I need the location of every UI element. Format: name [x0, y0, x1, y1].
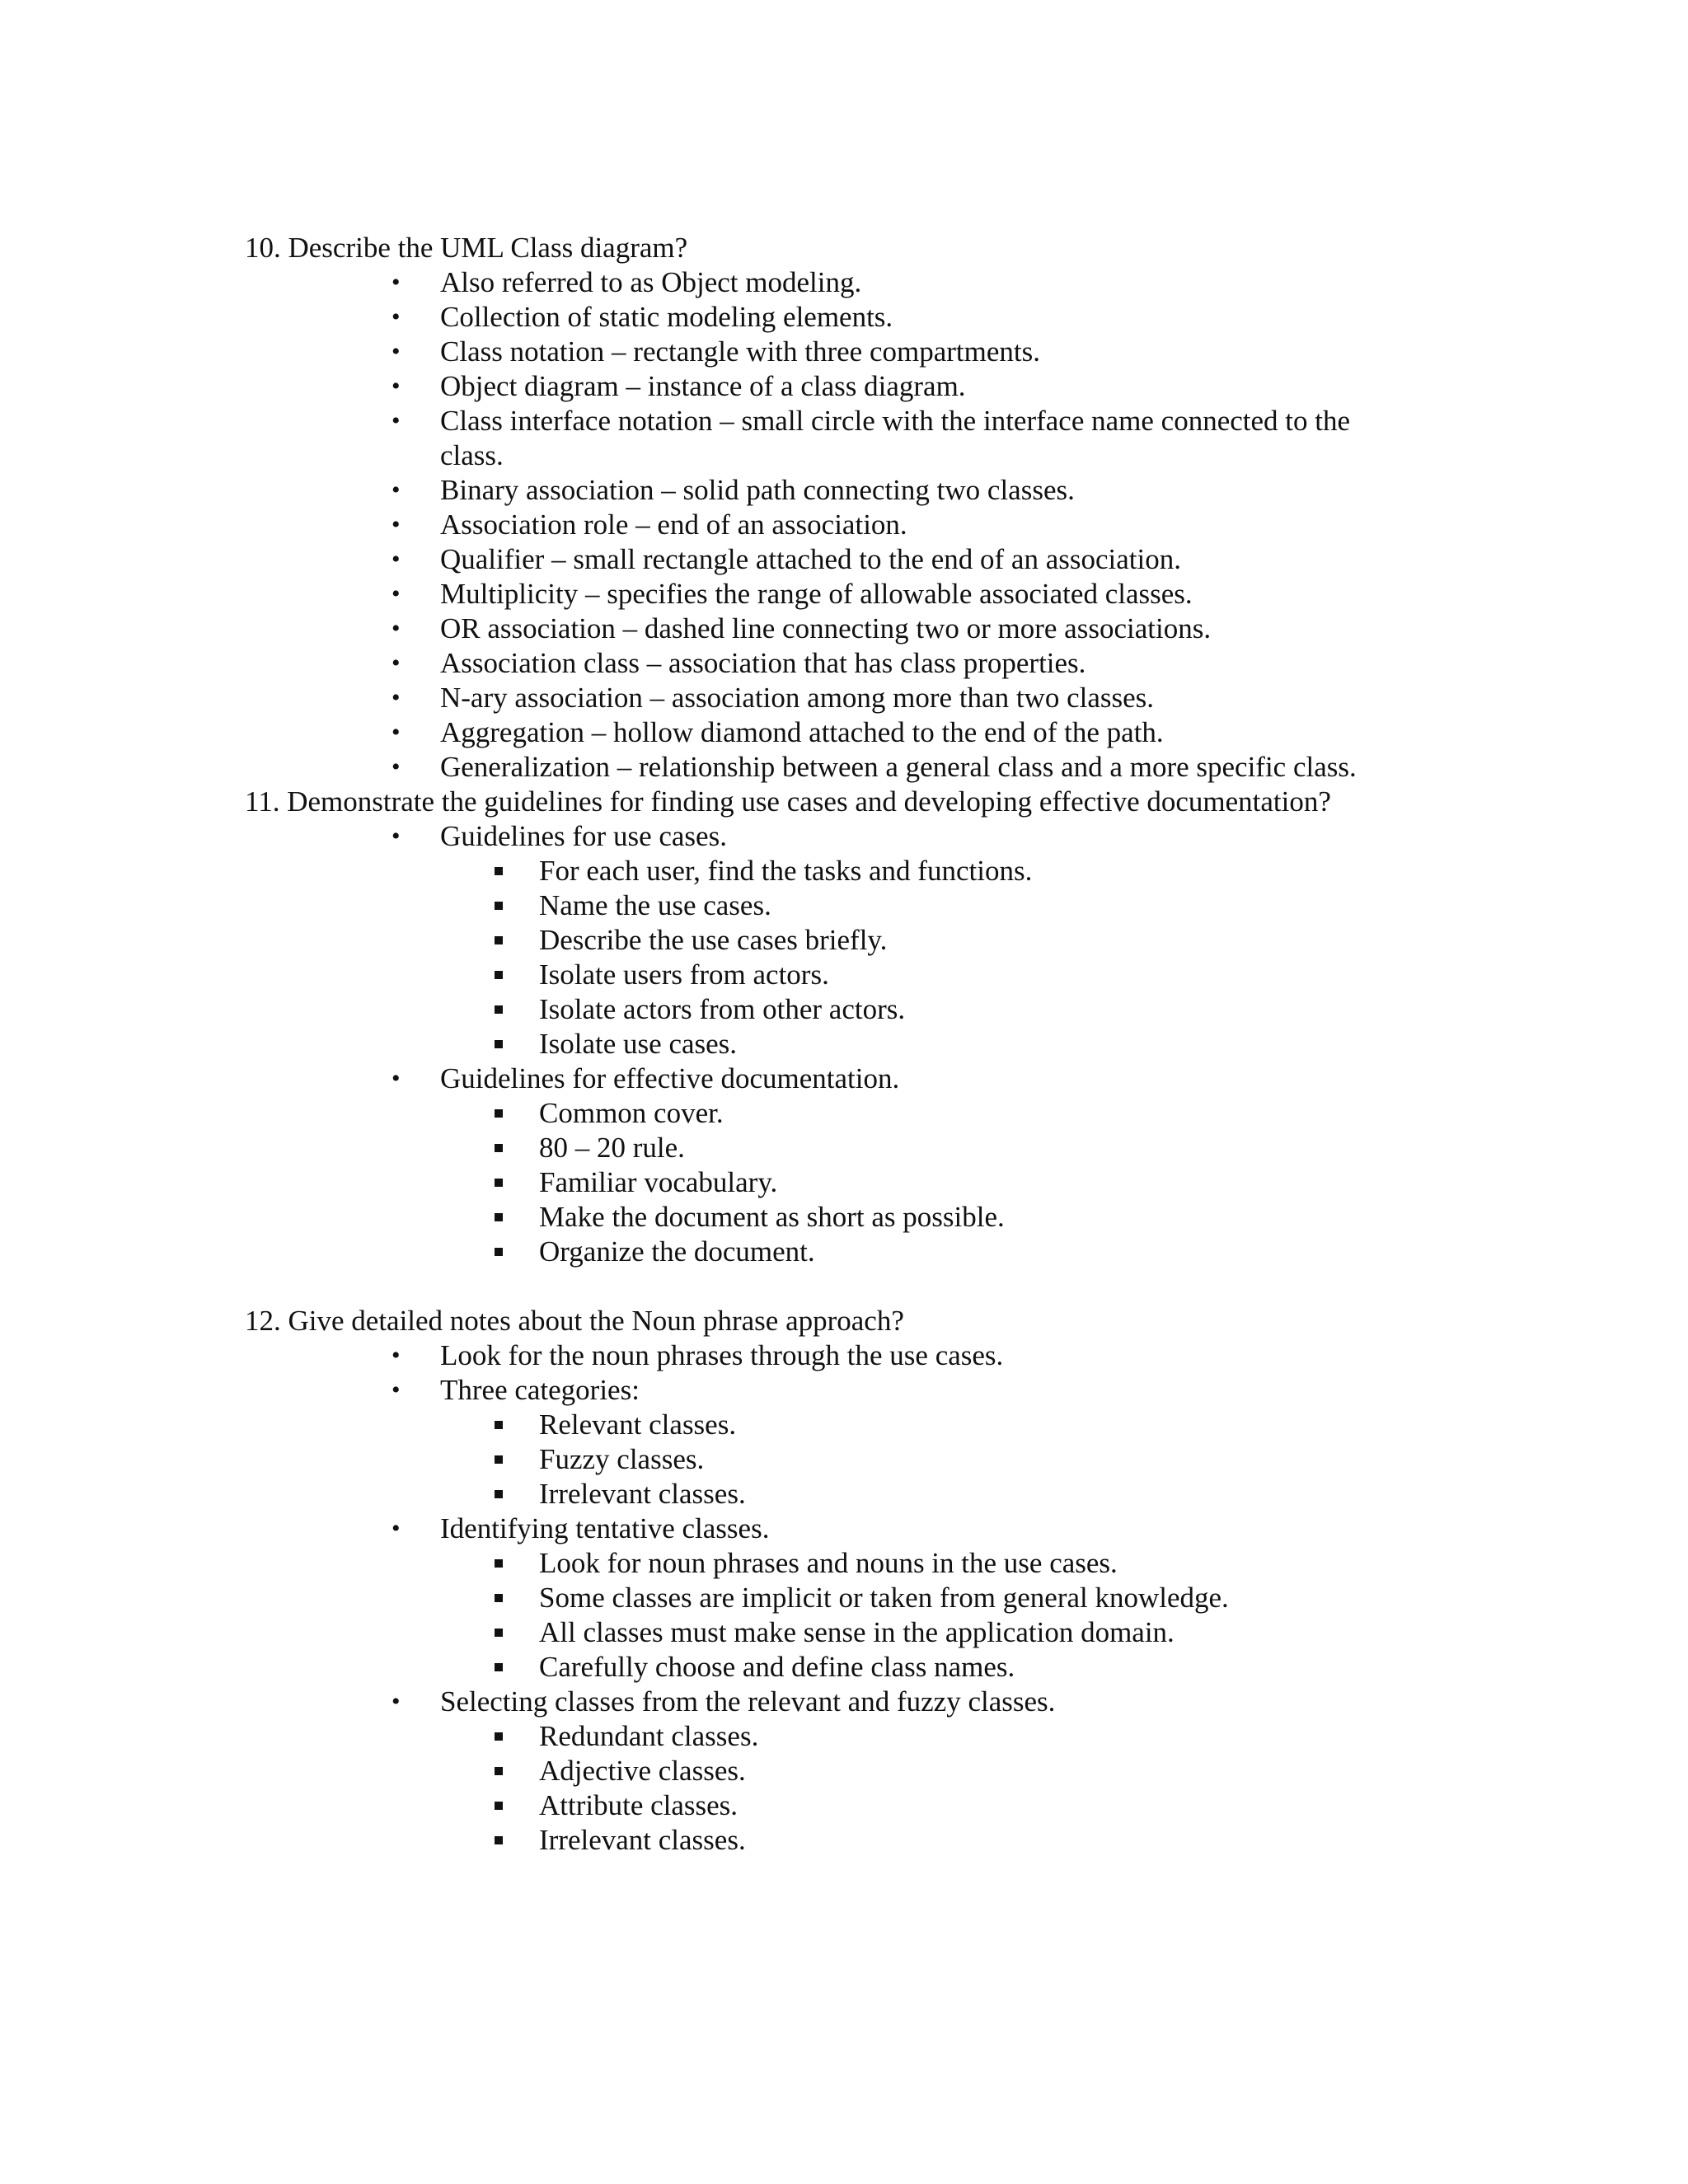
- question-12: [245, 1304, 1432, 1858]
- section-spacer: [245, 1269, 1432, 1304]
- sub-list-item: Isolate use cases.: [440, 1027, 1432, 1062]
- sub-list-item: Name the use cases.: [440, 888, 1432, 923]
- list-item: • Guidelines for effective documentation. Common cover. 80 – 20 rule. Familiar vocabulary. Make the document as short as possible. Organize the document.: [245, 1062, 1432, 1269]
- list-item: • Selecting classes from the relevant and fuzzy classes. Redundant classes. Adjective classes. Attribute classes. Irrelevant classes.: [245, 1685, 1432, 1858]
- list-item: • Guidelines for use cases. For each user, find the tasks and functions. Name the use cases. Describe the use cases briefly. Isolate users from actors. Isolate actors from other actors. Isolate use cases.: [245, 819, 1432, 1062]
- bullet-square-icon: [495, 971, 503, 979]
- question-12-title: 12. Give detailed notes about the Noun phrase approach?: [245, 1305, 904, 1337]
- bullet-dot-icon: •: [392, 303, 401, 330]
- sub-list-item: Relevant classes.: [440, 1408, 1432, 1442]
- sub-list: [440, 1546, 1432, 1685]
- list-item: • N-ary association – association among more than two classes.: [392, 682, 1155, 714]
- sub-list-item: 80 – 20 rule.: [440, 1131, 1432, 1165]
- list-item: • Collection of static modeling elements.: [392, 301, 893, 333]
- sub-list-item: Carefully choose and define class names.: [440, 1650, 1432, 1685]
- list-item: • Object diagram – instance of a class diagram.: [392, 370, 966, 402]
- bullet-square-icon: [495, 1663, 503, 1671]
- bullet-square-icon: [495, 1802, 503, 1810]
- document-content: [245, 231, 1432, 1858]
- sub-list-item: Isolate users from actors.: [440, 958, 1432, 992]
- bullet-square-icon: [495, 1836, 503, 1844]
- question-11: [245, 785, 1432, 1269]
- sub-list-item: For each user, find the tasks and functions.: [440, 854, 1432, 888]
- bullet-square-icon: [495, 1040, 503, 1048]
- sub-list-item: Some classes are implicit or taken from general knowledge.: [440, 1581, 1432, 1615]
- bullet-square-icon: [495, 1767, 503, 1775]
- sub-list-item: Adjective classes.: [440, 1754, 1432, 1788]
- sub-list-item: Look for noun phrases and nouns in the use cases.: [440, 1546, 1432, 1581]
- list-item: • OR association – dashed line connecting two or more associations.: [392, 612, 1212, 644]
- bullet-square-icon: [495, 1594, 503, 1602]
- sub-list-item: Common cover.: [440, 1096, 1432, 1131]
- sub-list: [440, 854, 1432, 1062]
- bullet-dot-icon: •: [392, 511, 401, 538]
- question-10: [245, 231, 1432, 785]
- bullet-dot-icon: •: [392, 684, 401, 711]
- list-item: • Binary association – solid path connecting two classes.: [392, 474, 1075, 506]
- bullet-dot-icon: •: [392, 407, 401, 434]
- bullet-dot-icon: •: [392, 615, 401, 642]
- question-12-list: [245, 1338, 1432, 1858]
- bullet-dot-icon: •: [392, 1688, 401, 1715]
- bullet-square-icon: [495, 902, 503, 910]
- list-item: • Multiplicity – specifies the range of allowable associated classes.: [392, 578, 1193, 610]
- question-11-title: 11. Demonstrate the guidelines for finding use cases and developing effective documentation?: [245, 785, 1331, 818]
- list-item: • Aggregation – hollow diamond attached to the end of the path.: [392, 716, 1164, 748]
- bullet-dot-icon: •: [392, 823, 401, 850]
- sub-list-item: Fuzzy classes.: [440, 1442, 1432, 1477]
- bullet-dot-icon: •: [392, 373, 401, 400]
- bullet-dot-icon: •: [392, 1065, 401, 1092]
- bullet-dot-icon: •: [392, 719, 401, 746]
- bullet-dot-icon: •: [392, 269, 401, 296]
- list-item: • Also referred to as Object modeling.: [392, 266, 862, 298]
- bullet-dot-icon: •: [392, 649, 401, 677]
- bullet-dot-icon: •: [392, 338, 401, 365]
- bullet-square-icon: [495, 1109, 503, 1118]
- list-item: • Class interface notation – small circle with the interface name connected to the class.: [392, 405, 1351, 471]
- bullet-square-icon: [495, 867, 503, 875]
- bullet-dot-icon: •: [392, 1515, 401, 1542]
- bullet-dot-icon: •: [392, 580, 401, 607]
- bullet-square-icon: [495, 1421, 503, 1429]
- bullet-dot-icon: •: [392, 753, 401, 780]
- sub-list-item: All classes must make sense in the application domain.: [440, 1615, 1432, 1650]
- bullet-square-icon: [495, 1248, 503, 1256]
- bullet-square-icon: [495, 1629, 503, 1637]
- bullet-square-icon: [495, 1179, 503, 1187]
- sub-list-item: Irrelevant classes.: [440, 1823, 1432, 1858]
- question-10-list: [245, 265, 1432, 785]
- list-item: • Class notation – rectangle with three compartments.: [392, 335, 1040, 368]
- list-item: • Qualifier – small rectangle attached to the end of an association.: [392, 543, 1181, 575]
- bullet-square-icon: [495, 1213, 503, 1221]
- sub-list-item: Make the document as short as possible.: [440, 1200, 1432, 1235]
- bullet-dot-icon: •: [392, 1342, 401, 1369]
- sub-list-item: Familiar vocabulary.: [440, 1165, 1432, 1200]
- question-10-title: 10. Describe the UML Class diagram?: [245, 232, 688, 264]
- sub-list: [440, 1719, 1432, 1858]
- list-item: • Three categories: Relevant classes. Fuzzy classes. Irrelevant classes.: [245, 1373, 1432, 1511]
- sub-list-item: Organize the document.: [440, 1235, 1432, 1269]
- bullet-square-icon: [495, 1455, 503, 1464]
- sub-list: [440, 1096, 1432, 1269]
- bullet-square-icon: [495, 1732, 503, 1741]
- list-item: • Association class – association that has class properties.: [392, 647, 1086, 679]
- bullet-square-icon: [495, 1005, 503, 1014]
- sub-list-item: Describe the use cases briefly.: [440, 923, 1432, 958]
- sub-list-item: Isolate actors from other actors.: [440, 992, 1432, 1027]
- sub-list: [440, 1408, 1432, 1511]
- bullet-dot-icon: •: [392, 476, 401, 504]
- list-item: • Association role – end of an association.: [392, 509, 907, 541]
- list-item: • Generalization – relationship between a general class and a more specific class.: [392, 751, 1357, 783]
- bullet-square-icon: [495, 936, 503, 944]
- list-item: • Look for the noun phrases through the use cases.: [392, 1339, 1004, 1371]
- bullet-square-icon: [495, 1144, 503, 1152]
- sub-list-item: Redundant classes.: [440, 1719, 1432, 1754]
- bullet-dot-icon: •: [392, 1376, 401, 1404]
- list-item: • Identifying tentative classes. Look for noun phrases and nouns in the use cases. Some classes are implicit or taken from general knowledge. All classes must make sense in the application domain. Carefully choose and define class names.: [245, 1511, 1432, 1685]
- sub-list-item: Attribute classes.: [440, 1788, 1432, 1823]
- bullet-square-icon: [495, 1559, 503, 1568]
- bullet-square-icon: [495, 1490, 503, 1498]
- bullet-dot-icon: •: [392, 546, 401, 573]
- sub-list-item: Irrelevant classes.: [440, 1477, 1432, 1511]
- question-11-list: [245, 819, 1432, 1269]
